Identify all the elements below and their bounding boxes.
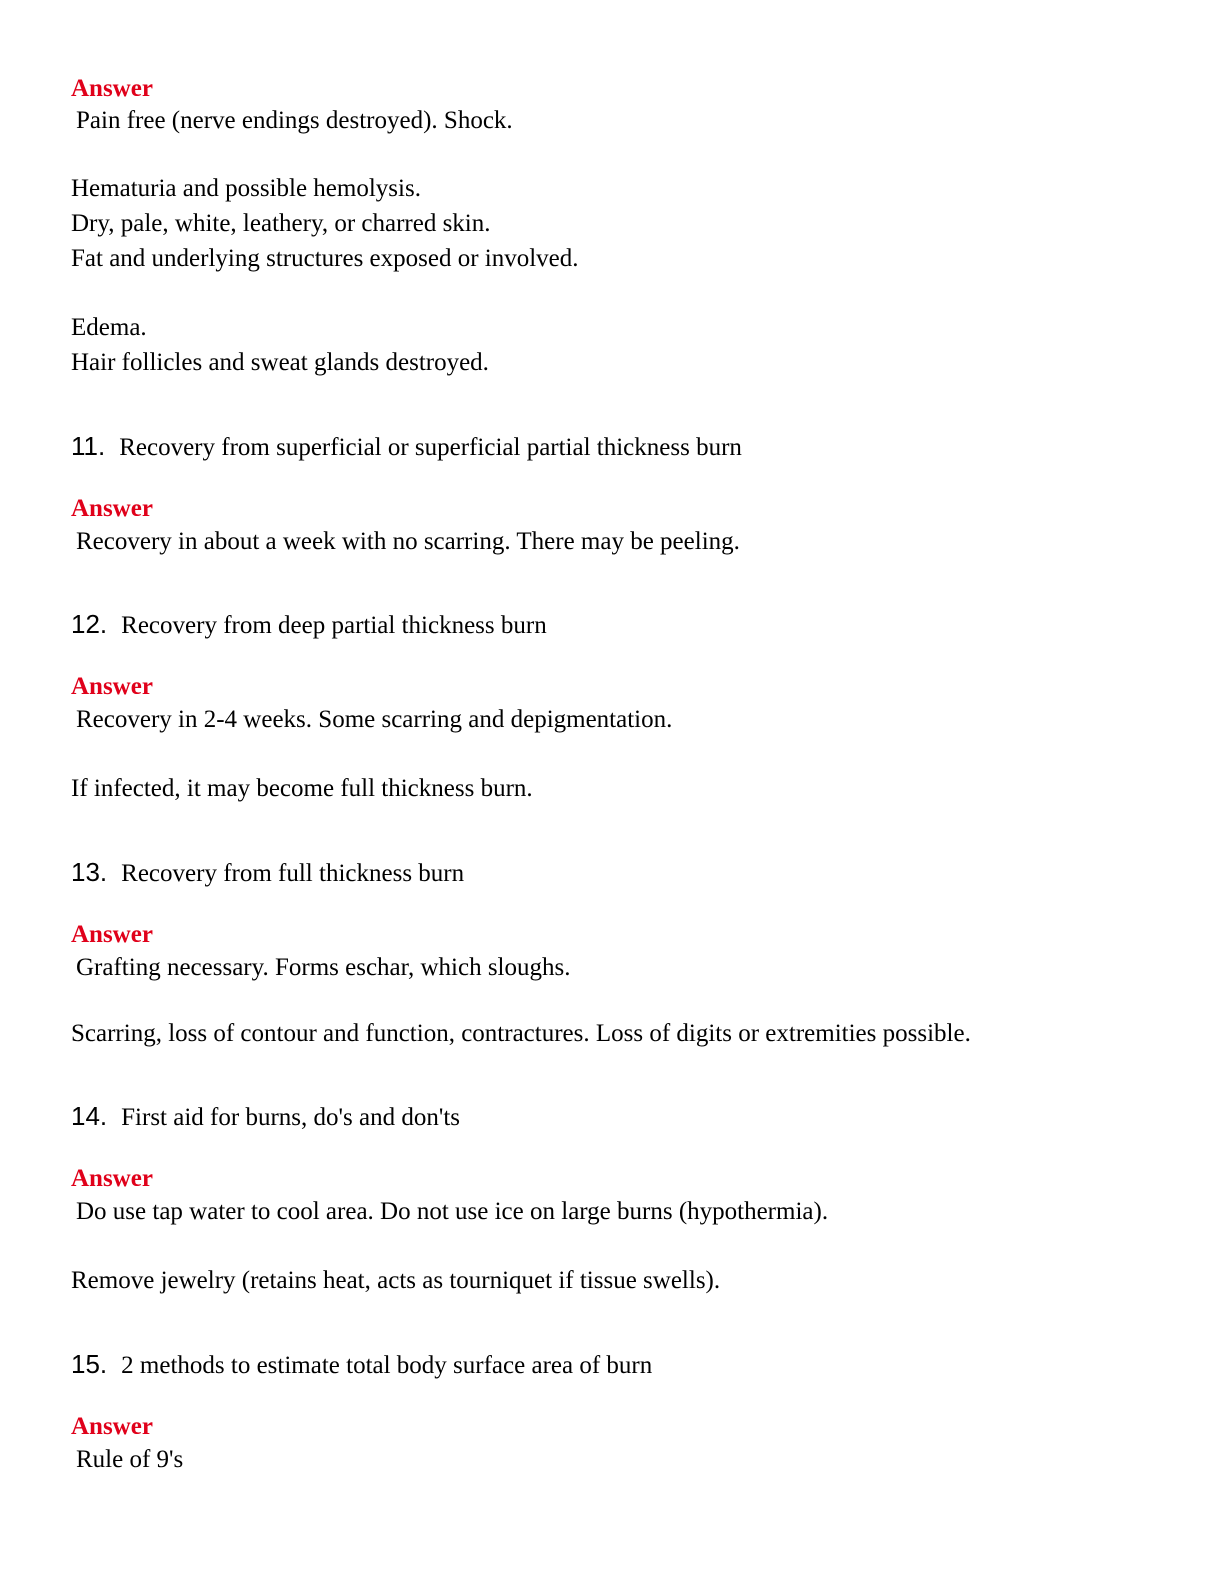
question-14 xyxy=(71,1101,460,1133)
answer-line: If infected, it may become full thickness burn. xyxy=(71,775,533,802)
answer-line: Grafting necessary. Forms eschar, which sloughs. xyxy=(76,954,571,981)
answer-line: Hair follicles and sweat glands destroyed. xyxy=(71,349,489,376)
question-number: 12. xyxy=(71,609,108,639)
answer-label: Answer xyxy=(71,673,153,700)
question-text: Recovery from superficial or superficial partial thickness burn xyxy=(119,434,742,461)
answer-line: Remove jewelry (retains heat, acts as tourniquet if tissue swells). xyxy=(71,1267,721,1294)
question-number: 15. xyxy=(71,1349,108,1379)
question-15 xyxy=(71,1349,652,1381)
answer-line: Do use tap water to cool area. Do not use ice on large burns (hypothermia). xyxy=(76,1198,829,1225)
answer-line: Fat and underlying structures exposed or involved. xyxy=(71,245,579,272)
question-13 xyxy=(71,857,464,889)
answer-line: Scarring, loss of contour and function, contractures. Loss of digits or extremities possible. xyxy=(71,1020,971,1047)
question-text: Recovery from full thickness burn xyxy=(121,860,465,887)
answer-label: Answer xyxy=(71,75,153,102)
question-number: 14. xyxy=(71,1101,108,1131)
answer-line: Edema. xyxy=(71,314,147,341)
question-text: First aid for burns, do's and don'ts xyxy=(121,1104,461,1131)
question-12 xyxy=(71,609,547,641)
answer-line: Recovery in 2-4 weeks. Some scarring and depigmentation. xyxy=(76,706,673,733)
answer-label: Answer xyxy=(71,1413,153,1440)
answer-label: Answer xyxy=(71,495,153,522)
answer-label: Answer xyxy=(71,1165,153,1192)
answer-line: Pain free (nerve endings destroyed). Shock. xyxy=(76,107,513,134)
question-text: 2 methods to estimate total body surface area of burn xyxy=(121,1352,653,1379)
question-11 xyxy=(71,431,742,463)
answer-line: Recovery in about a week with no scarring. There may be peeling. xyxy=(76,528,740,555)
answer-line: Dry, pale, white, leathery, or charred skin. xyxy=(71,210,491,237)
answer-line: Hematuria and possible hemolysis. xyxy=(71,175,421,202)
question-number: 11. xyxy=(71,431,106,461)
answer-line: Rule of 9's xyxy=(76,1446,184,1473)
answer-label: Answer xyxy=(71,921,153,948)
question-number: 13. xyxy=(71,857,108,887)
question-text: Recovery from deep partial thickness burn xyxy=(121,612,547,639)
